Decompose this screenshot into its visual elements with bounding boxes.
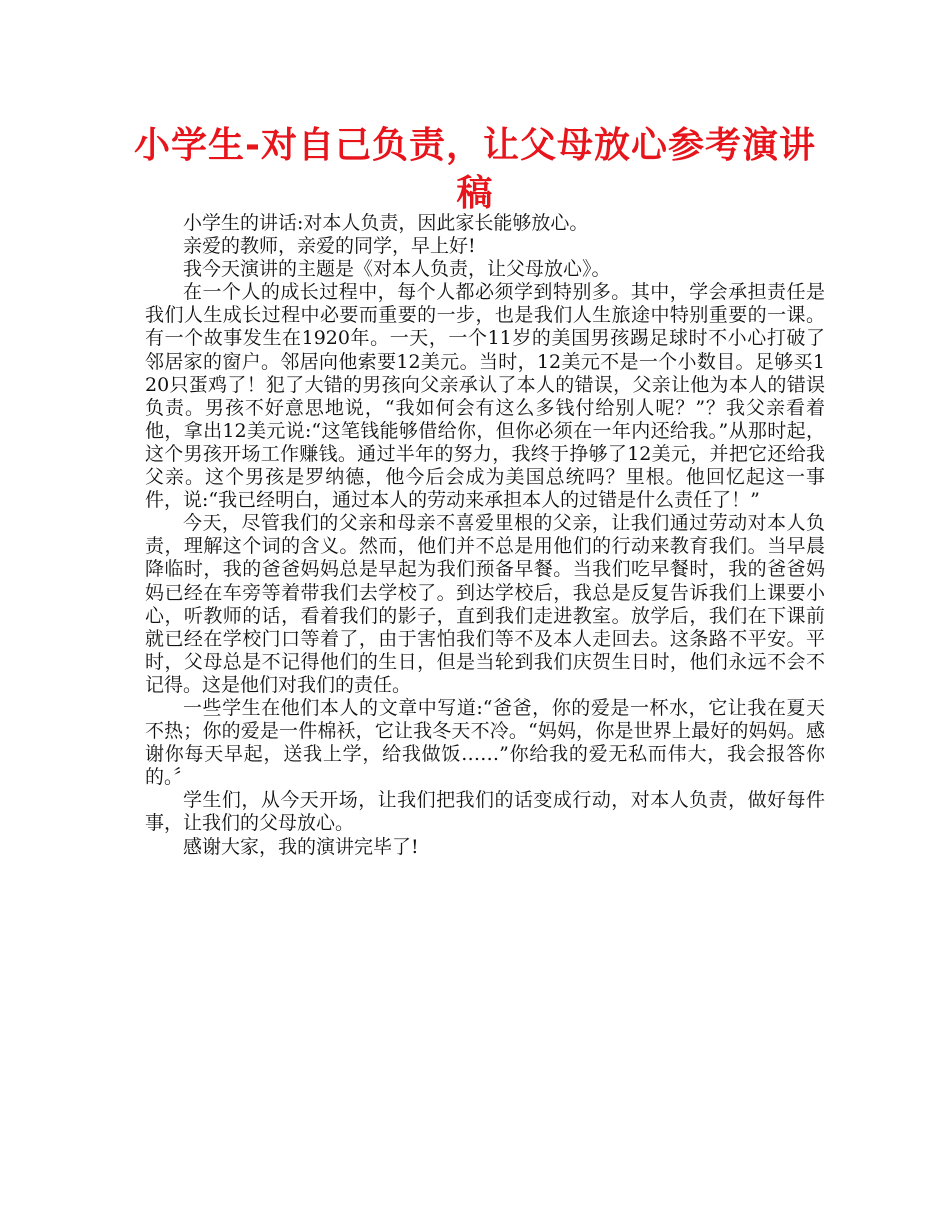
paragraph: 一些学生在他们本人的文章中写道:“爸爸，你的爱是一杯水，它让我在夏天不热；你的爱是一件棉袄，它让我冬天不冷。“妈妈，你是世界上最好的妈妈。感谢你每天早起，送我上学，给我做饭……”你给我的爱无私而伟大，我会报答你的。〞 — [145, 696, 825, 789]
paragraph: 学生们，从今天开场，让我们把我们的话变成行动，对本人负责，做好每件事，让我们的父母放心。 — [145, 789, 825, 835]
paragraph: 亲爱的教师，亲爱的同学，早上好! — [183, 235, 476, 258]
document-title: 小学生-对自己负责，让父母放心参考演讲稿 — [134, 125, 816, 214]
paragraph: 在一个人的成长过程中，每个人都必须学到特别多。其中，学会承担责任是我们人生成长过程中必要而重要的一步，也是我们人生旅途中特别重要的一课。有一个故事发生在1920年。一天，一个11岁的美国男孩踢足球时不小心打破了邻居家的窗户。邻居向他索要12美元。当时，12美元不是一个小数目。足够买120只蛋鸡了！犯了大错的男孩向父亲承认了本人的错误，父亲让他为本人的错误负责。男孩不好意思地说，“我如何会有这么多钱付给别人呢？”？我父亲看着他，拿出12美元说:“这笔钱能够借给你，但你必须在一年内还给我。”从那时起，这个男孩开场工作赚钱。通过半年的努力，我终于挣够了12美元，并把它还给我父亲。这个男孩是罗纳德，他今后会成为美国总统吗？里根。他回忆起这一事件，说:“我已经明白，通过本人的劳动来承担本人的过错是什么责任了！” — [145, 281, 825, 512]
paragraph: 小学生的讲话:对本人负责，因此家长能够放心。 — [183, 212, 589, 234]
document-body — [145, 212, 825, 859]
paragraph: 我今天演讲的主题是《对本人负责，让父母放心》。 — [183, 258, 611, 281]
paragraph: 今天，尽管我们的父亲和母亲不喜爱里根的父亲，让我们通过劳动对本人负责，理解这个词的含义。然而，他们并不总是用他们的行动来教育我们。当早晨降临时，我的爸爸妈妈总是早起为我们预备早餐。当我们吃早餐时，我的爸爸妈妈已经在车旁等着带我们去学校了。到达学校后，我总是反复告诉我们上课要小心，听教师的话，看着我们的影子，直到我们走进教室。放学后，我们在下课前就已经在学校门口等着了，由于害怕我们等不及本人走回去。这条路不平安。平时，父母总是不记得他们的生日，但是当轮到我们庆贺生日时，他们永远不会不记得。这是他们对我们的责任。 — [145, 512, 825, 696]
paragraph: 感谢大家，我的演讲完毕了! — [183, 835, 419, 858]
